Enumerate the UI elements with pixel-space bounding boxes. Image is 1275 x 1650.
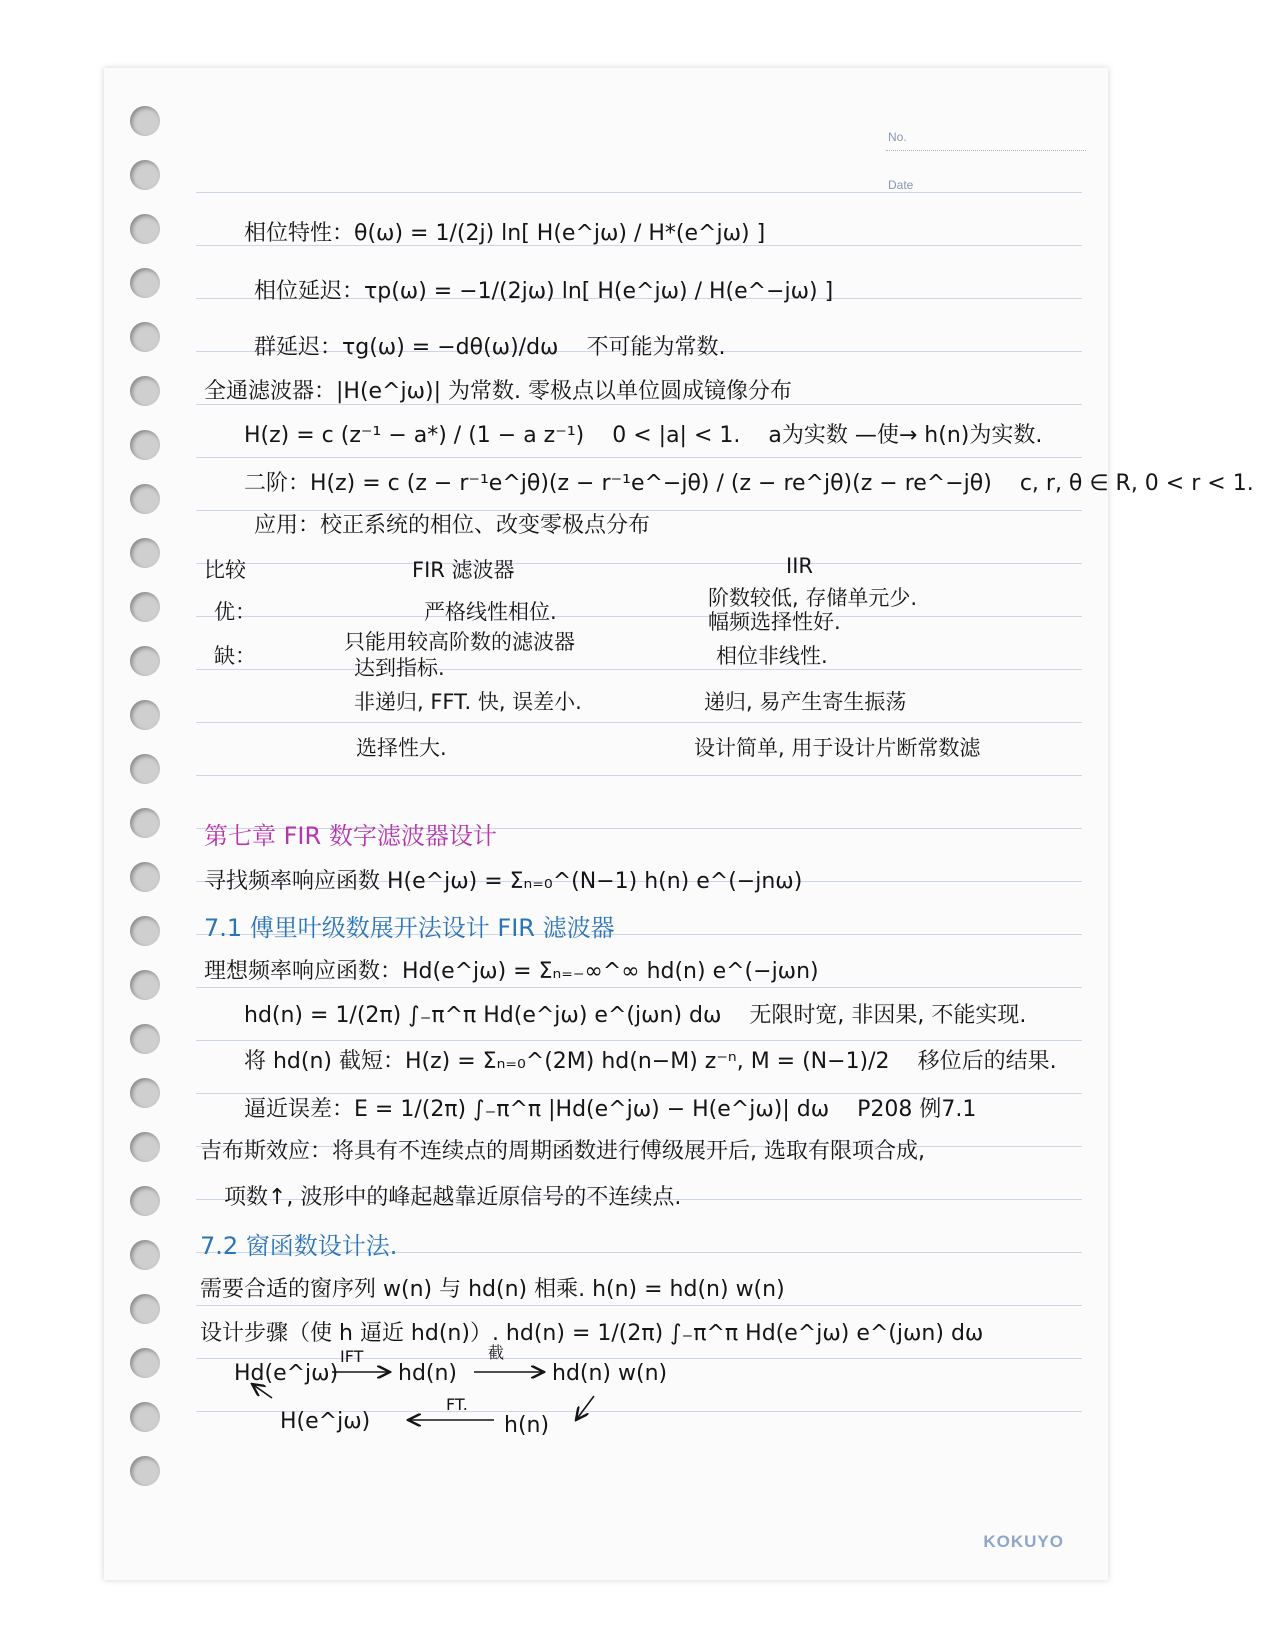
binder-hole — [130, 106, 160, 136]
allpass-real-note: a为实数 —使→ h(n)为实数. — [768, 423, 1043, 448]
flow-arrow-return — [252, 1384, 272, 1398]
binder-hole — [130, 376, 160, 406]
comparison-title: 比较 — [204, 558, 246, 582]
ideal-freq-response: 理想频率响应函数：Hd(e^jω) = Σₙ₌₋∞^∞ hd(n) e^(−jωn) — [204, 959, 819, 984]
binder-hole — [130, 916, 160, 946]
binder-hole — [130, 1456, 160, 1486]
binder-hole — [130, 1294, 160, 1324]
ruled-line — [196, 775, 1082, 776]
flow-ift-label: IFT — [340, 1347, 364, 1366]
comparison-dis-iir: 相位非线性. — [716, 644, 828, 668]
truncation: 将 hd(n) 截短：H(z) = Σₙ₌₀^(2M) hd(n−M) z⁻ⁿ, M = (N−1)/2 — [244, 1049, 890, 1074]
binder-hole — [130, 1078, 160, 1108]
binder-hole — [130, 538, 160, 568]
group-delay-line — [254, 330, 725, 361]
binder-hole — [130, 430, 160, 460]
chapter-7-title: 第七章 FIR 数字滤波器设计 — [204, 822, 497, 850]
second-order-transfer: 二阶：H(z) = c (z − r⁻¹e^jθ)(z − r⁻¹e^−jθ) / (z − re^jθ)(z − re^−jθ) — [244, 471, 992, 496]
binder-hole — [130, 214, 160, 244]
group-delay-note: 不可能为常数. — [586, 335, 726, 360]
group-delay: 群延迟：τg(ω) = −dθ(ω)/dω — [254, 335, 559, 360]
binder-hole — [130, 808, 160, 838]
allpass-condition: 0 < |a| < 1. — [612, 423, 741, 448]
comparison-dis-label: 缺： — [214, 644, 256, 668]
header-no-line — [886, 150, 1086, 151]
binder-hole — [130, 160, 160, 190]
ruled-line — [196, 722, 1082, 723]
binder-hole — [130, 1402, 160, 1432]
ruled-line — [196, 1305, 1082, 1306]
header-date-label: Date — [888, 178, 914, 192]
comparison-dis-fir-2: 达到指标. — [354, 656, 445, 680]
gibbs-effect-2: 项数↑, 波形中的峰起越靠近原信号的不连续点. — [224, 1185, 682, 1210]
allpass-transfer-line — [244, 418, 1042, 449]
hd-note: 无限时宽, 非因果, 不能实现. — [749, 1003, 1027, 1028]
comparison-adv-label: 优： — [214, 600, 256, 624]
binder-hole — [130, 322, 160, 352]
phase-characteristic: 相位特性：θ(ω) = 1/(2j) ln[ H(e^jω) / H*(e^jω) ] — [244, 221, 766, 246]
ruled-line — [196, 563, 1082, 564]
flow-hd-w: hd(n) w(n) — [552, 1361, 668, 1386]
binder-hole — [130, 1132, 160, 1162]
comparison-col-fir: FIR 滤波器 — [412, 558, 515, 582]
ruled-line — [196, 192, 1082, 193]
comparison-row3-iir: 递归, 易产生寄生振荡 — [704, 690, 907, 714]
allpass-application: 应用：校正系统的相位、改变零极点分布 — [254, 513, 651, 538]
section-7-2-title: 7.2 窗函数设计法. — [200, 1232, 398, 1260]
binder-hole — [130, 268, 160, 298]
flow-hd-n: hd(n) — [398, 1361, 458, 1386]
brand-logo: KOKUYO — [983, 1532, 1064, 1551]
hd-formula-line — [244, 998, 1026, 1029]
flow-ft-label: FT. — [446, 1395, 468, 1414]
binder-hole — [130, 700, 160, 730]
allpass-transfer: H(z) = c (z⁻¹ − a*) / (1 − a z⁻¹) — [244, 423, 585, 448]
truncation-note: 移位后的结果. — [917, 1049, 1057, 1074]
ruled-line — [196, 616, 1082, 617]
approx-error-ref: P208 例7.1 — [857, 1097, 977, 1122]
notebook-page — [104, 68, 1254, 1580]
ruled-line — [196, 457, 1082, 458]
binder-hole — [130, 754, 160, 784]
binder-hole — [130, 862, 160, 892]
design-flow-diagram — [224, 1340, 744, 1450]
comparison-row3-fir: 非递归, FFT. 快, 误差小. — [354, 690, 582, 714]
ruled-line — [196, 987, 1082, 988]
flow-hd-e: Hd(e^jω) — [234, 1361, 339, 1386]
window-description: 需要合适的窗序列 w(n) 与 hd(n) 相乘. h(n) = hd(n) w(n) — [200, 1277, 785, 1302]
comparison-adv-iir-2: 幅频选择性好. — [708, 610, 841, 634]
comparison-adv-fir: 严格线性相位. — [424, 600, 557, 624]
approx-error: 逼近误差：E = 1/(2π) ∫₋π^π |Hd(e^jω) − H(e^jω)| dω — [244, 1097, 830, 1122]
comparison-row4-iir: 设计简单, 用于设计片断常数滤 — [694, 736, 981, 760]
flow-arrow-window — [576, 1396, 594, 1420]
section-7-1-title: 7.1 傅里叶级数展开法设计 FIR 滤波器 — [204, 914, 615, 942]
binder-hole — [130, 1240, 160, 1270]
second-order-condition: c, r, θ ∈ R, 0 < r < 1. — [1019, 471, 1254, 496]
comparison-adv-iir-1: 阶数较低, 存储单元少. — [708, 586, 918, 610]
binder-hole — [130, 1186, 160, 1216]
approx-error-line — [244, 1092, 976, 1123]
ruled-line — [196, 1040, 1082, 1041]
flow-h-e: H(e^jω) — [280, 1409, 371, 1434]
hd-formula: hd(n) = 1/(2π) ∫₋π^π Hd(e^jω) e^(jωn) dω — [244, 1003, 722, 1028]
phase-delay: 相位延迟：τp(ω) = −1/(2jω) ln[ H(e^jω) / H(e^−jω) ] — [254, 279, 834, 304]
second-order-line — [244, 466, 1254, 497]
comparison-row4-fir: 选择性大. — [356, 736, 447, 760]
binder-hole — [130, 646, 160, 676]
comparison-dis-fir-1: 只能用较高阶数的滤波器 — [344, 630, 575, 654]
binder-hole — [130, 970, 160, 1000]
flow-truncate-label: 截 — [488, 1343, 505, 1362]
binder-hole — [130, 1024, 160, 1054]
chapter-7-freq-response: 寻找频率响应函数 H(e^jω) = Σₙ₌₀^(N−1) h(n) e^(−jnω) — [204, 869, 803, 894]
truncation-line — [244, 1044, 1057, 1075]
comparison-col-iir: IIR — [786, 554, 813, 578]
header-no-label: No. — [888, 130, 907, 144]
binder-hole — [130, 1348, 160, 1378]
gibbs-effect-1: 吉布斯效应：将具有不连续点的周期函数进行傅级展开后, 选取有限项合成, — [200, 1139, 925, 1164]
binder-hole — [130, 484, 160, 514]
design-steps: 设计步骤（使 h 逼近 hd(n)）. hd(n) = 1/(2π) ∫₋π^π Hd(e^jω) e^(jωn) dω — [200, 1321, 984, 1346]
binder-hole — [130, 592, 160, 622]
ruled-line — [196, 669, 1082, 670]
flow-h-n: h(n) — [504, 1413, 550, 1438]
allpass-filter: 全通滤波器：|H(e^jω)| 为常数. 零极点以单位圆成镜像分布 — [204, 379, 793, 404]
